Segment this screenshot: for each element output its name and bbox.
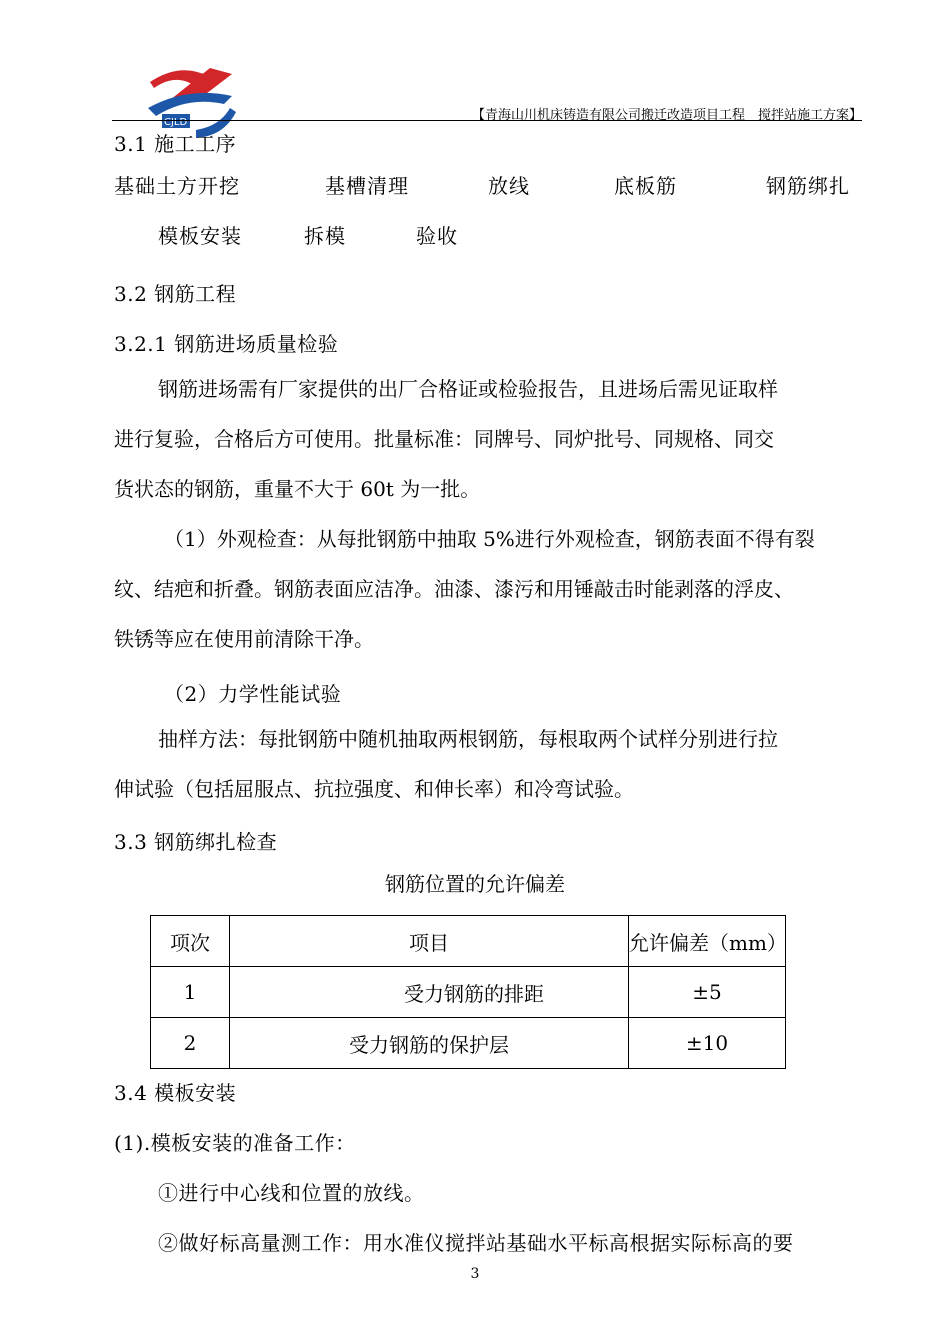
section-3-2-title: 3.2 钢筋工程 <box>114 282 237 306</box>
cell-item: 受力钢筋的排距 <box>230 967 629 1018</box>
cell-item: 受力钢筋的保护层 <box>230 1018 629 1069</box>
page-number: 3 <box>470 1266 480 1282</box>
paragraph-inspection: 钢筋进场需有厂家提供的出厂合格证或检验报告，且进场后需见证取样 进行复验，合格后方可使用。批量标准：同牌号、同炉批号、同规格、同交 货状态的钢筋，重量不大于 60t 为一批。 <box>114 377 778 501</box>
header-item: 项目 <box>230 916 629 967</box>
tolerance-table <box>150 915 786 1069</box>
table-row <box>151 967 786 1018</box>
step-4: 底板筋 <box>614 174 677 198</box>
step-3: 放线 <box>488 174 530 198</box>
cell-index: 1 <box>151 967 230 1018</box>
cell-tolerance: ±10 <box>629 1018 786 1069</box>
paragraph-sampling: 抽样方法：每批钢筋中随机抽取两根钢筋，每根取两个试样分别进行拉 伸试验（包括屈服点、抗拉强度、和伸长率）和冷弯试验。 <box>114 727 778 801</box>
header-tolerance: 允许偏差（mm） <box>629 916 786 967</box>
running-header: 【青海山川机床铸造有限公司搬迁改造项目工程 搅拌站施工方案】 <box>471 108 862 123</box>
prep-step-1: ①进行中心线和位置的放线。 <box>158 1181 425 1205</box>
cell-tolerance: ±5 <box>629 967 786 1018</box>
step-2: 基槽清理 <box>325 174 409 198</box>
paragraph-visual-check: （1）外观检查：从每批钢筋中抽取 5%进行外观检查，钢筋表面不得有裂 纹、结疤和折叠。钢筋表面应洁净。油漆、漆污和用锤敲击时能剥落的浮皮、 铁锈等应在使用前清除干净。 <box>114 527 815 651</box>
table-header-row <box>151 916 786 967</box>
step-6: 模板安装 <box>158 224 242 248</box>
section-3-4-title: 3.4 模板安装 <box>114 1081 237 1105</box>
step-8: 验收 <box>416 224 458 248</box>
formwork-prep-heading: (1).模板安装的准备工作： <box>114 1131 356 1155</box>
step-1: 基础土方开挖 <box>114 174 240 198</box>
section-3-3-title: 3.3 钢筋绑扎检查 <box>114 830 278 854</box>
step-5: 钢筋绑扎 <box>766 174 850 198</box>
prep-step-2: ②做好标高量测工作：用水准仪搅拌站基础水平标高根据实际标高的要 <box>158 1231 794 1255</box>
logo-text: CJLD <box>164 117 188 128</box>
section-3-1-title: 3.1 施工工序 <box>114 132 237 156</box>
table-caption: 钢筋位置的允许偏差 <box>385 872 565 896</box>
table-row <box>151 1018 786 1069</box>
cell-index: 2 <box>151 1018 230 1069</box>
paragraph-mechanical-test: （2）力学性能试验 <box>164 682 342 706</box>
header-rule <box>112 120 862 121</box>
header-index: 项次 <box>151 916 230 967</box>
section-3-2-1-title: 3.2.1 钢筋进场质量检验 <box>114 332 339 356</box>
step-7: 拆模 <box>304 224 346 248</box>
